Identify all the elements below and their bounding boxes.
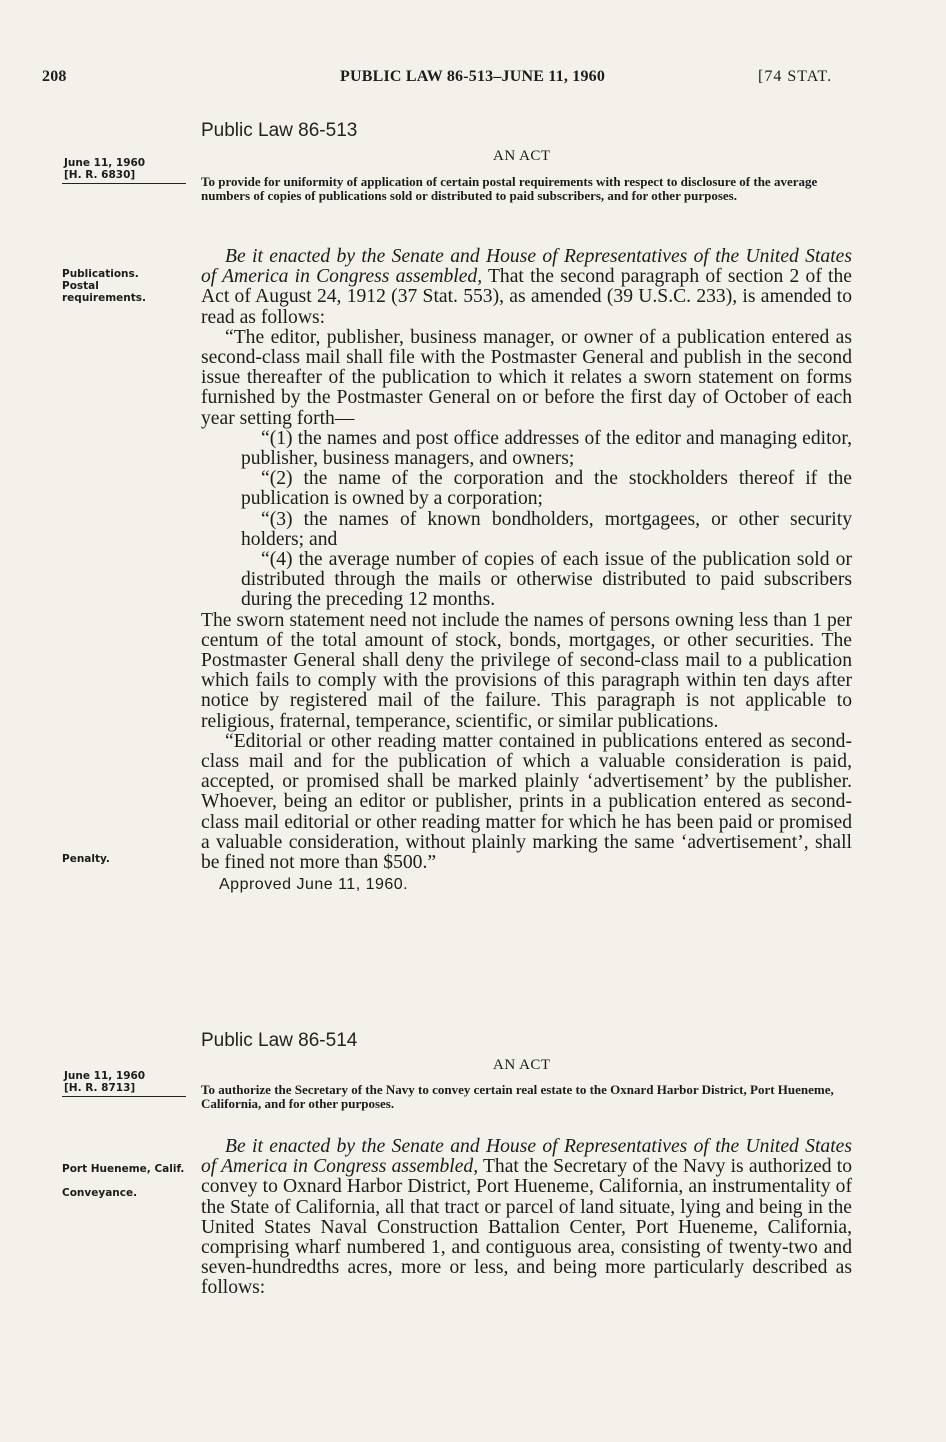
act-label-86-513: AN ACT <box>493 148 551 164</box>
margin-rule <box>62 183 186 184</box>
approval-date: Approved June 11, 1960. <box>219 876 409 894</box>
law-body-86-514 <box>201 1137 852 1299</box>
paragraph: “Editorial or other reading matter contained in publications entered as second-class mail and for the publication of which a valuable consideration is paid, accepted, or promised shall be marked plainly ‘advertisement’ by the publisher. Whoever, being an editor or publisher, prints in a publication entered as second-class mail editorial or other reading matter for which he has been paid or promised a valuable consideration, without plainly marking the same ‘advertisement’, shall be fined not more than $500.” <box>201 730 852 874</box>
enacting-clause-text: That the Secretary of the Navy is authorized to convey to Oxnard Harbor District, Port Hueneme, California, an instrumentality of the State of California, all that tract or parcel of land situate, lying and being in the United States Naval Construction Battalion Center, Port Hueneme, California, comprising wharf numbered 1, and contiguous area, consisting of twenty-two and seven-hundredths acres, more or less, and being more particularly described as follows: <box>201 1156 852 1299</box>
list-item: “(1) the names and post office addresses of the editor and managing editor, publisher, business managers, and owners; <box>241 427 852 470</box>
enacting-clause-italic: Be it enacted by the Senate and House of Representatives of the United States of America in Congress assembled, <box>201 246 852 288</box>
running-title: PUBLIC LAW 86-513–JUNE 11, 1960 <box>340 68 606 85</box>
act-purpose-86-513 <box>201 175 852 203</box>
margin-note-conveyance: Conveyance. <box>62 1187 138 1199</box>
margin-note-publications: Publications. <box>62 268 139 280</box>
law-date-86-513: June 11, 1960 <box>64 157 146 169</box>
margin-note-penalty: Penalty. <box>62 853 110 865</box>
list-item: “(3) the names of known bondholders, mortgagees, or other security holders; and <box>241 508 852 550</box>
enacting-clause <box>201 247 852 328</box>
enacting-clause-text: That the second paragraph of section 2 of the Act of August 24, 1912 (37 Stat. 553), as amended (39 U.S.C. 233), is amended to read as follows: <box>201 266 852 328</box>
bill-number-86-513: [H. R. 6830] <box>64 169 136 181</box>
purpose-text: To provide for uniformity of application of certain postal requirements with respect to disclosure of the average numbers of copies of publications sold or distributed to paid subscribers, and for other purposes. <box>201 174 818 203</box>
page-number: 208 <box>42 68 67 85</box>
law-date-86-514: June 11, 1960 <box>64 1070 146 1082</box>
list-item: “(4) the average number of copies of each issue of the publication sold or distributed through the mails or otherwise distributed to paid subscribers during the preceding 12 months. <box>241 549 852 611</box>
margin-rule <box>62 1096 186 1097</box>
bill-number-86-514: [H. R. 8713] <box>64 1082 136 1094</box>
list-item: “(2) the name of the corporation and the stockholders thereof if the publication is owned by a corporation; <box>241 468 852 510</box>
paragraph: The sworn statement need not include the names of persons owning less than 1 per centum of the total amount of stock, bonds, mortgages, or other securities. The Postmaster General shall deny the privilege of second-class mail to a publication which fails to comply with the provisions of this paragraph within ten days after notice by registered mail of the failure. This paragraph is not applicable to religious, fraternal, temperance, scientific, or similar publications. <box>201 609 852 732</box>
enacting-clause-italic: Be it enacted by the Senate and House of Representatives of the United States of America in Congress assembled, <box>201 1136 852 1178</box>
law-body-86-513 <box>201 247 852 896</box>
act-purpose-86-514 <box>201 1083 852 1111</box>
purpose-text: To authorize the Secretary of the Navy to convey certain real estate to the Oxnard Harbor District, Port Hueneme, California, and for other purposes. <box>201 1082 834 1111</box>
act-label-86-514: AN ACT <box>493 1057 551 1073</box>
paragraph: “The editor, publisher, business manager, or owner of a publication entered as second-class mail shall file with the Postmaster General and publish in the second issue thereafter of the publication to which it relates a sworn statement on forms furnished by the Postmaster General on or before the first day of October of each year setting forth— <box>201 326 852 429</box>
statute-reference: [74 STAT. <box>758 68 833 85</box>
law-title-86-514: Public Law 86-514 <box>201 1030 358 1051</box>
margin-note-postal-requirements: Postal requirements. <box>62 280 146 304</box>
law-title-86-513: Public Law 86-513 <box>201 120 358 141</box>
enacting-clause <box>201 1137 852 1299</box>
margin-note-port-hueneme: Port Hueneme, Calif. <box>62 1163 185 1175</box>
